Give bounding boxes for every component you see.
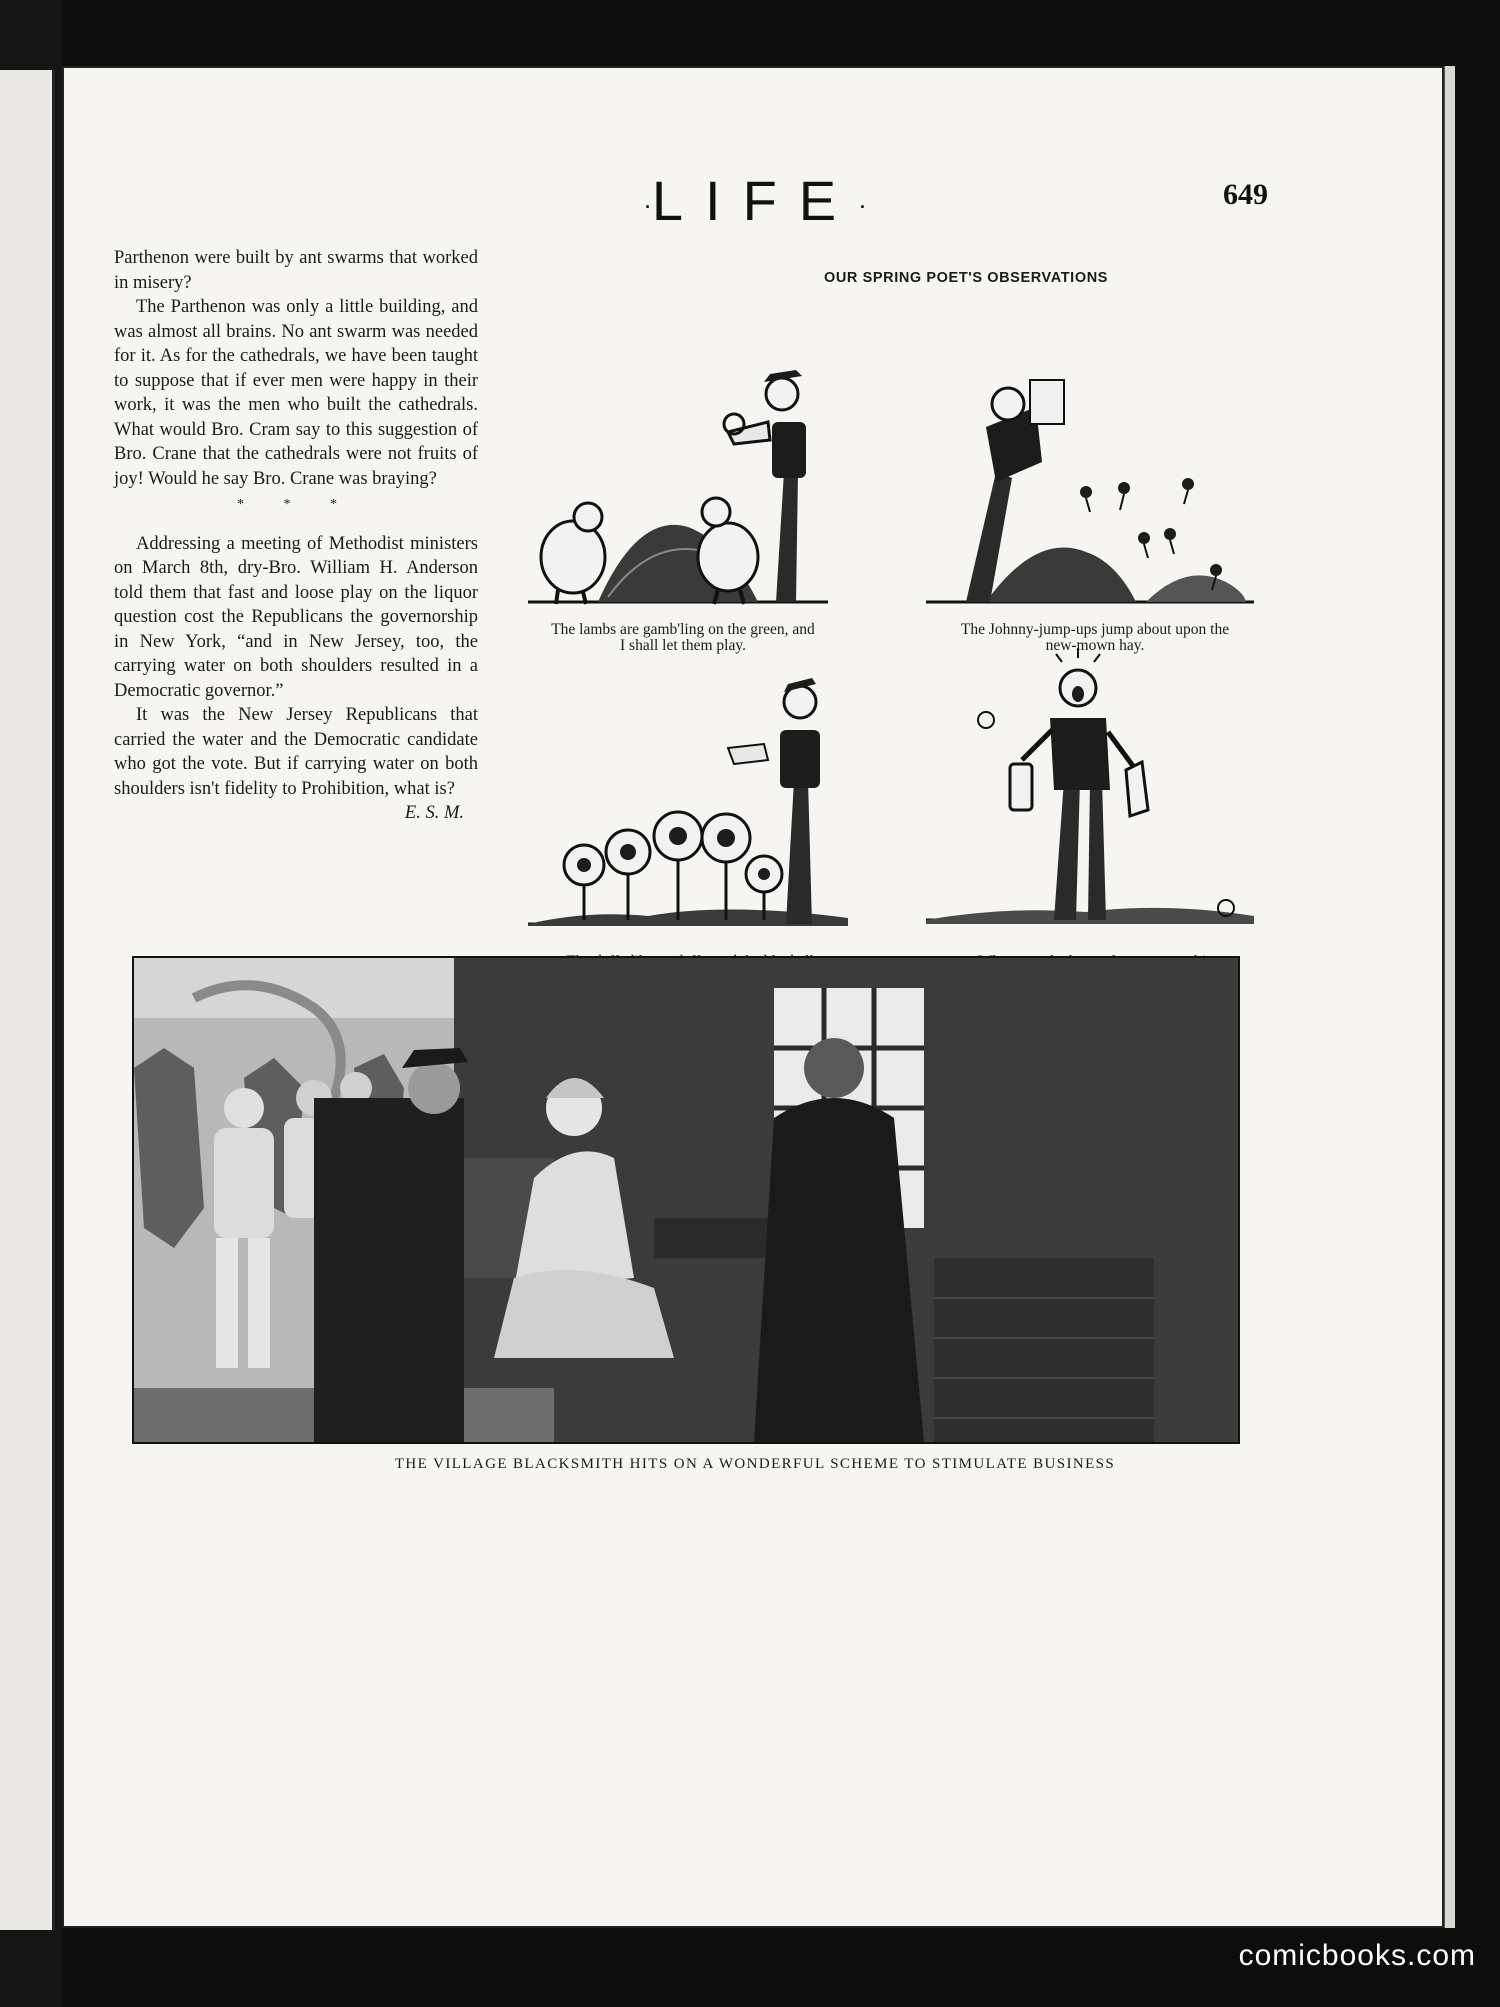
blacksmith-illustration bbox=[132, 956, 1240, 1444]
hops-drawing bbox=[926, 640, 1254, 930]
cartoon-panel-hops bbox=[926, 640, 1254, 930]
cartoon-title: OUR SPRING POET'S OBSERVATIONS bbox=[823, 270, 1109, 286]
panel-caption: The Johnny-jump-ups jump about upon the new-mown hay. bbox=[960, 621, 1230, 654]
paragraph: The Parthenon was only a little building, and was almost all brains. No ant swarm was needed for it. As for the cathedrals, we have been taught to suppose that if ever men were happy in their work, it was the men who built the cathedrals. What would Bro. Cram say to this suggestion of Bro. Crane that the cathedrals were not fruits of joy! Would he say Bro. Crane was braying? bbox=[114, 297, 478, 489]
masthead: ·LIFE· bbox=[643, 169, 867, 232]
blacksmith-scene bbox=[134, 958, 1238, 1442]
johnny-jump-ups-drawing bbox=[926, 312, 1254, 608]
page-number: 649 bbox=[1223, 178, 1268, 211]
paragraph: It was the New Jersey Republicans that carried the water and the Democratic candidate who got the vote. But if carrying water on both shoulders isn't fidelity to Prohibition, what is? bbox=[114, 705, 478, 799]
page-right-edge bbox=[1444, 66, 1455, 1928]
editorial-column bbox=[114, 246, 478, 826]
cartoon-panel-johnny-jump-ups bbox=[926, 312, 1254, 608]
paragraph: Addressing a meeting of Methodist ministers on March 8th, dry-Bro. William H. Anderson told them that fast and loose play on the liquor question cost the Republicans the governorship in New York, “and in New Jersey, too, the carrying water on both shoulders resulted in a Democratic governor.” bbox=[114, 533, 478, 701]
section-separator: * * * bbox=[237, 497, 355, 512]
cartoon-panel-lambs bbox=[528, 312, 828, 608]
daffodils-drawing bbox=[528, 640, 848, 930]
masthead-title: LIFE bbox=[651, 169, 859, 232]
paragraph: Parthenon were built by ant swarms that worked in misery? bbox=[114, 248, 478, 293]
lambs-drawing bbox=[528, 312, 828, 608]
magazine-page bbox=[62, 66, 1444, 1928]
watermark: comicbooks.com bbox=[1238, 1939, 1476, 1972]
cartoon-panel-daffodils bbox=[528, 640, 848, 930]
previous-page-edge bbox=[0, 70, 55, 1930]
panel-caption: The lambs are gamb'ling on the green, and I shall let them play. bbox=[551, 621, 815, 654]
illustration-caption: THE VILLAGE BLACKSMITH HITS ON A WONDERFUL SCHEME TO STIMULATE BUSINESS bbox=[394, 1456, 1116, 1472]
author-signature: E. S. M. bbox=[404, 803, 464, 823]
